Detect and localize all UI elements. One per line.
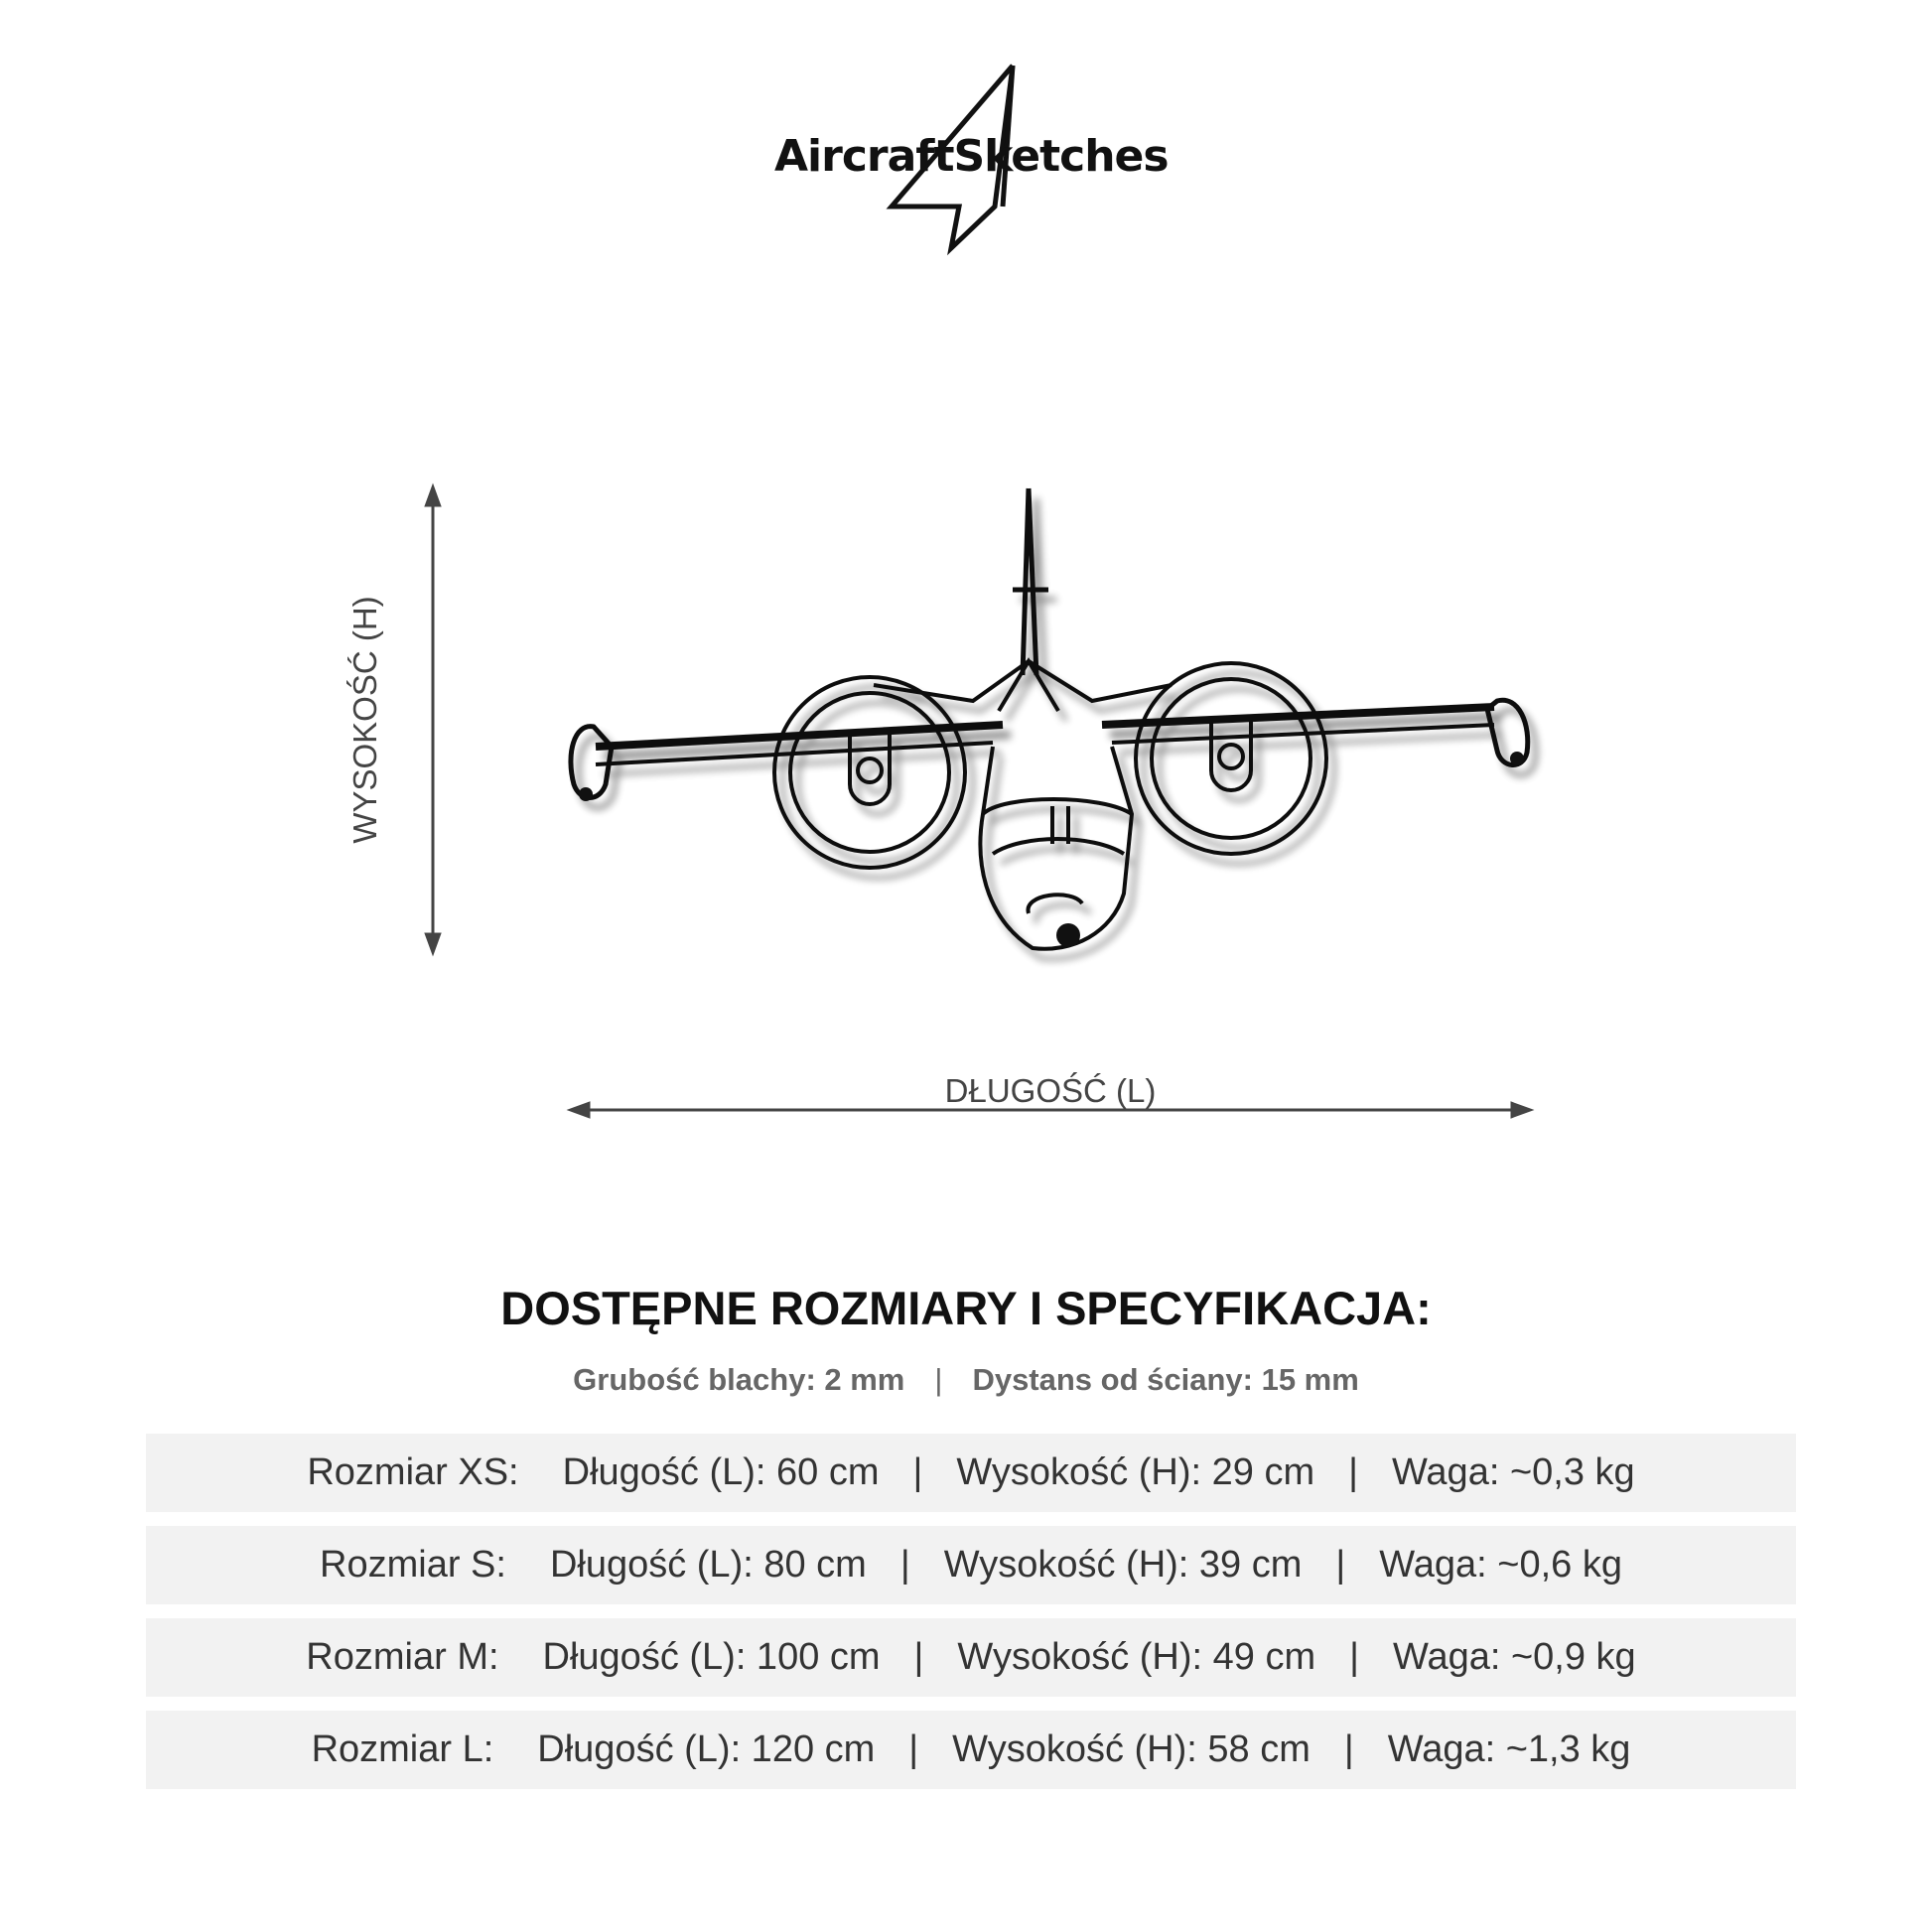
size-height: Wysokość (H): 29 cm [956, 1451, 1315, 1493]
sheet-thickness: Grubość blachy: 2 mm [573, 1362, 905, 1397]
size-length: Długość (L): 60 cm [562, 1451, 880, 1493]
aircraft-silhouette [571, 488, 1528, 949]
brand-name: AircraftSketches [774, 131, 1169, 182]
size-weight: Waga: ~0,9 kg [1393, 1636, 1636, 1678]
separator: | [908, 1728, 919, 1770]
size-name: Rozmiar XS: [307, 1451, 519, 1493]
size-name: Rozmiar L: [311, 1728, 494, 1770]
size-height: Wysokość (H): 58 cm [952, 1728, 1311, 1770]
specs-title: DOSTĘPNE ROZMIARY I SPECYFIKACJA: [500, 1282, 1432, 1334]
size-height: Wysokość (H): 39 cm [943, 1544, 1303, 1586]
size-length: Długość (L): 80 cm [549, 1544, 867, 1586]
size-weight: Waga: ~1,3 kg [1387, 1728, 1631, 1770]
separator: | [1349, 1636, 1359, 1678]
separator: | [934, 1362, 943, 1397]
aircraft-details [579, 752, 1524, 947]
specs-subtitle [0, 1362, 1932, 1398]
separator: | [913, 1636, 924, 1678]
size-table [146, 1434, 1796, 1803]
height-arrow [425, 484, 441, 955]
size-height: Wysokość (H): 49 cm [957, 1636, 1316, 1678]
size-name: Rozmiar S: [320, 1544, 506, 1586]
size-row-l [146, 1711, 1796, 1789]
size-row-s [146, 1526, 1796, 1604]
size-length: Długość (L): 120 cm [537, 1728, 876, 1770]
size-row-m [146, 1618, 1796, 1697]
size-length: Długość (L): 100 cm [542, 1636, 881, 1678]
size-weight: Waga: ~0,3 kg [1391, 1451, 1635, 1493]
height-label: WYSOKOŚĆ (H) [346, 596, 383, 844]
wall-distance: Dystans od ściany: 15 mm [972, 1362, 1359, 1397]
separator: | [1343, 1728, 1354, 1770]
separator: | [899, 1544, 910, 1586]
size-name: Rozmiar M: [306, 1636, 499, 1678]
size-weight: Waga: ~0,6 kg [1379, 1544, 1622, 1586]
size-row-xs [146, 1434, 1796, 1512]
separator: | [1348, 1451, 1358, 1493]
separator: | [912, 1451, 923, 1493]
length-label: DŁUGOŚĆ (L) [944, 1072, 1157, 1109]
separator: | [1335, 1544, 1346, 1586]
